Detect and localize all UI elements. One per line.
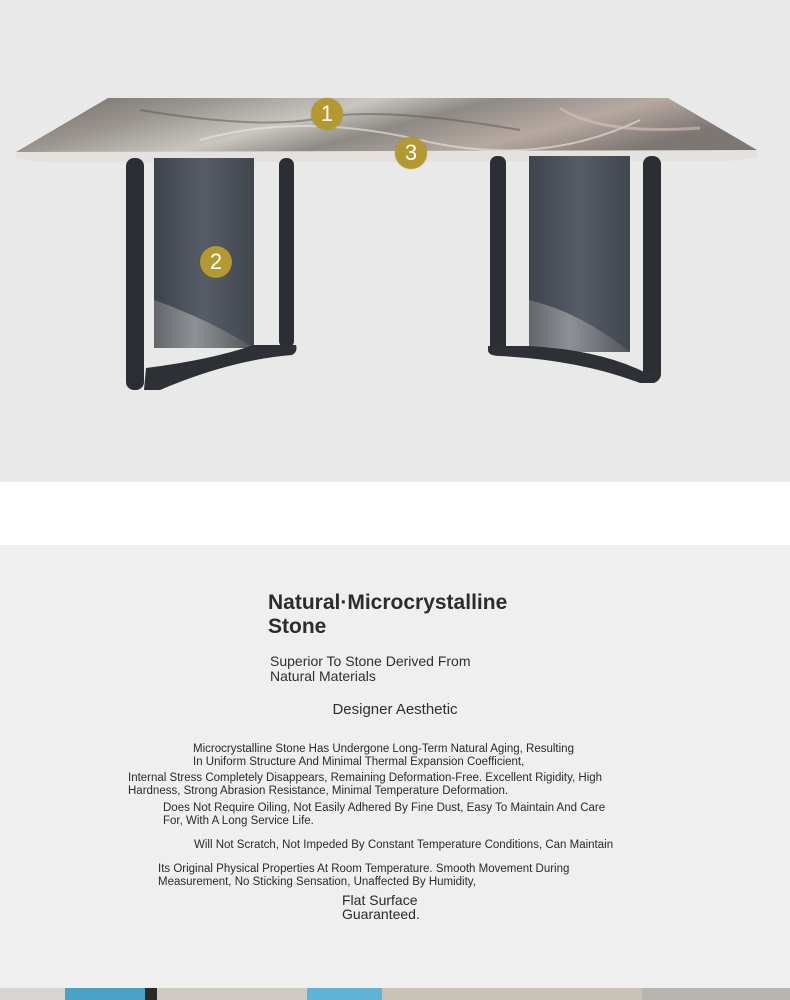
paragraph-aging [193,743,574,769]
product-image-panel [0,0,790,482]
paragraph-line: In Uniform Structure And Minimal Thermal Expansion Coefficient, [193,756,525,768]
subtitle [270,654,530,684]
right-base [488,156,661,383]
flat-surface-label [342,893,420,921]
subtitle-line-1: Superior To Stone Derived From [270,653,471,669]
page-title [268,591,558,639]
paragraph-line: Its Original Physical Properties At Room Temperature. Smooth Movement During [158,863,570,875]
marker-1-badge: 1 [311,98,343,130]
next-image-preview-strip [0,988,790,1000]
closing-line-2: Guaranteed. [342,906,420,922]
table-top [16,98,757,162]
paragraph-maintenance [163,802,605,828]
title-line-2: Stone [268,615,327,638]
marble-dining-table-illustration [0,0,790,482]
product-description-panel [0,545,790,988]
paragraph-scratch [194,839,613,852]
paragraph-line: Internal Stress Completely Disappears, Remaining Deformation-Free. Excellent Rigidity, High [128,772,603,784]
marker-2-badge: 2 [200,246,232,278]
subtitle-line-2: Natural Materials [270,668,376,684]
title-line-1: Natural·Microcrystalline [268,591,508,614]
paragraph-line: Microcrystalline Stone Has Undergone Long-Term Natural Aging, Resulting [193,743,574,755]
paragraph-line: For, With A Long Service Life. [163,815,314,827]
paragraph-line: Will Not Scratch, Not Impeded By Constant Temperature Conditions, Can Maintain [194,839,614,851]
paragraph-rigidity [128,772,602,798]
paragraph-line: Hardness, Strong Abrasion Resistance, Minimal Temperature Deformation. [128,785,509,797]
paragraph-line: Does Not Require Oiling, Not Easily Adhered By Fine Dust, Easy To Maintain And Care [163,802,606,814]
marker-3-badge: 3 [395,137,427,169]
section-divider [0,482,790,545]
paragraph-properties [158,863,569,889]
paragraph-line: Measurement, No Sticking Sensation, Unaffected By Humidity, [158,876,476,888]
designer-aesthetic-label: Designer Aesthetic [332,701,458,718]
closing-line-1: Flat Surface [342,892,418,908]
